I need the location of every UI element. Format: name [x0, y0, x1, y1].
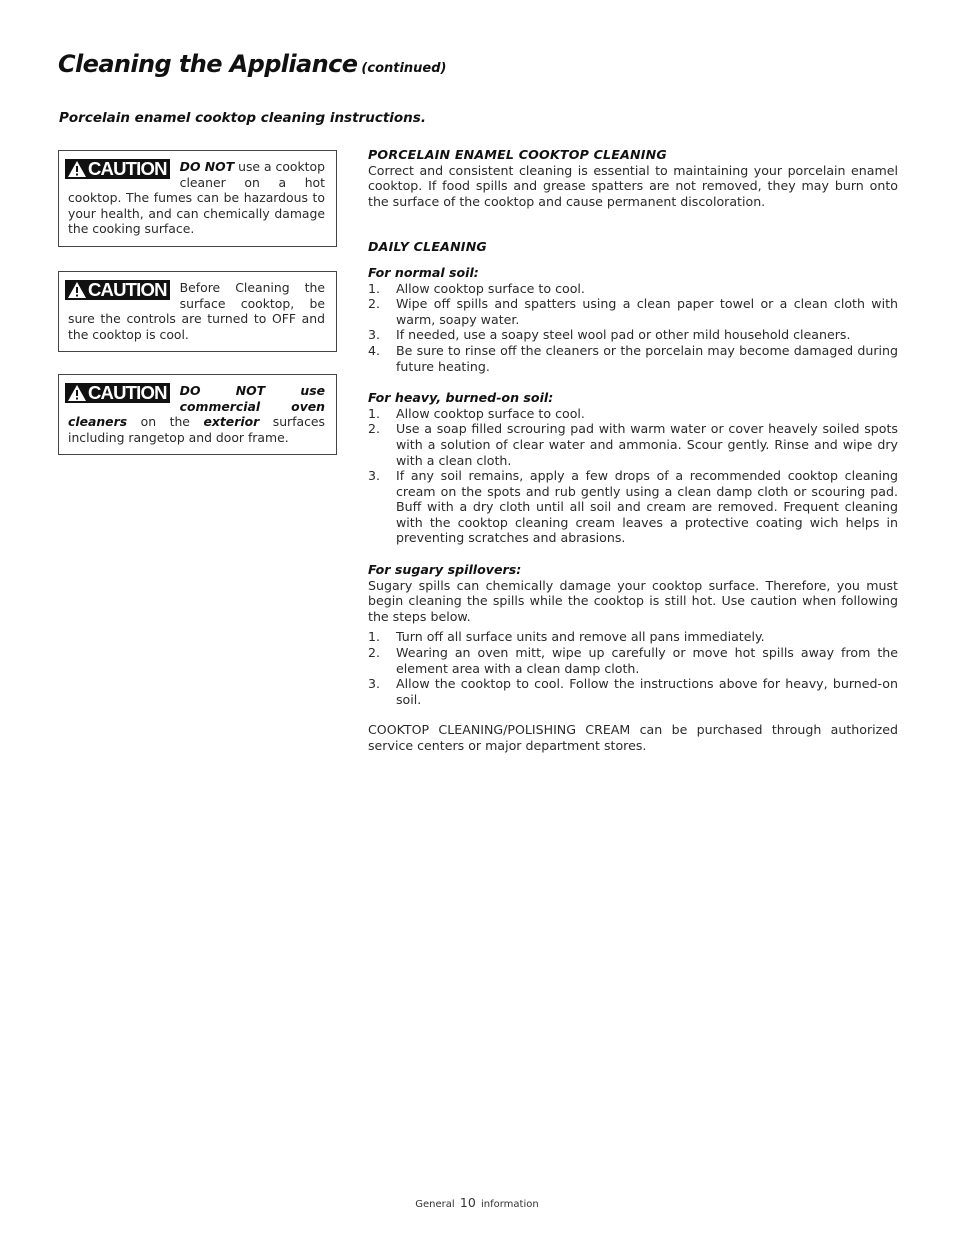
list-item: [368, 281, 898, 297]
list-item: [368, 296, 898, 327]
list-item: [368, 645, 898, 676]
step-number: 3.: [368, 468, 381, 484]
step-text: Allow cooktop surface to cool.: [396, 405, 585, 421]
page-title: [58, 50, 447, 78]
list-item: [368, 676, 898, 707]
list-item: [368, 468, 898, 546]
page-footer: [0, 1195, 954, 1210]
step-text: Turn off all surface units and remove all pans immediately.: [396, 629, 765, 645]
daily-cleaning-heading: DAILY CLEANING: [368, 239, 487, 255]
step-number: 2.: [368, 421, 381, 437]
step-number: 1.: [368, 280, 381, 296]
list-item: [368, 406, 898, 422]
step-number: 1.: [368, 629, 381, 645]
cooktop-cleaning-intro: Correct and consistent cleaning is essential to maintaining your porcelain enamel cooktop. If food spills and grease spatters are not removed, they may burn onto the surface of the cooktop and cause permanent discoloration.: [368, 162, 898, 209]
heavy-soil-heading: For heavy, burned-on soil:: [368, 390, 554, 406]
caution-badge: [65, 159, 170, 179]
footer-left: General: [415, 1199, 455, 1210]
step-text: Allow the cooktop to cool. Follow the instructions above for heavy, burned-on soil.: [396, 676, 898, 707]
caution-box-before-cleaning: [58, 271, 337, 352]
cooktop-cleaning-heading: PORCELAIN ENAMEL COOKTOP CLEANING: [368, 147, 667, 162]
closing-note: COOKTOP CLEANING/POLISHING CREAM can be purchased through authorized service centers or major department stores.: [368, 722, 898, 753]
caution-lead: DO NOT use commercial oven cleaners: [68, 383, 325, 429]
list-item: [368, 629, 898, 645]
warning-triangle-icon: [67, 384, 87, 402]
list-item: [368, 421, 898, 468]
step-text: If needed, use a soapy steel wool pad or other mild household cleaners.: [396, 327, 851, 343]
warning-triangle-icon: [67, 281, 87, 299]
sugary-spillovers-intro: Sugary spills can chemically damage your cooktop surface. Therefore, you must begin cleaning the spills while the cooktop is still hot. Use caution when following the steps below.: [368, 577, 898, 624]
caution-badge-label: CAUTION: [88, 158, 167, 179]
sugary-spillovers-heading: For sugary spillovers:: [368, 562, 522, 578]
page-title-text: Cleaning the Appliance: [58, 50, 358, 78]
step-text: Wearing an oven mitt, wipe up carefully or move hot spills away from the element area with a clean damp cloth.: [396, 645, 898, 676]
sugary-spillovers-steps: [368, 629, 898, 707]
page-number: 10: [459, 1195, 476, 1210]
list-item: [368, 327, 898, 343]
step-text: Wipe off spills and spatters using a clean paper towel or a clean cloth with warm, soapy water.: [396, 296, 898, 327]
caution-text: use a cooktop cleaner on a hot cooktop. The fumes can be hazardous to your health, and can chemically damage the cooking surface.: [68, 159, 325, 236]
step-text: Allow cooktop surface to cool.: [396, 280, 585, 296]
caution-text: Before Cleaning the surface cooktop, be sure the controls are turned to OFF and the cooktop is cool.: [68, 280, 325, 342]
step-text: If any soil remains, apply a few drops of a recommended cooktop cleaning cream on the spots and rub gently using a clean damp cloth or scouring pad. Buff with a dry cloth until all soil and cream are removed. Frequent cleaning with the cooktop cleaning cream leaves a protective coating wich helps in preventing scratches and abrasions.: [396, 468, 898, 546]
caution-badge-label: CAUTION: [88, 382, 167, 403]
step-number: 2.: [368, 296, 381, 312]
step-text: Use a soap filled scrouring pad with warm water or cover heavely soiled spots with a solution of clear water and ammonia. Scour gently. Rinse and wipe dry with a clean cloth.: [396, 421, 898, 468]
normal-soil-steps: [368, 281, 898, 375]
warning-triangle-icon: [67, 160, 87, 178]
step-number: 3.: [368, 327, 381, 343]
caution-box-oven-cleaners: [58, 374, 337, 455]
section-heading: Porcelain enamel cooktop cleaning instructions.: [59, 110, 426, 126]
step-number: 4.: [368, 342, 381, 358]
cleaning-instructions: [368, 147, 898, 754]
caution-emphasis: exterior: [203, 414, 260, 429]
caution-lead: DO NOT: [179, 159, 235, 174]
caution-box-hot-cooktop: [58, 150, 337, 247]
caution-badge-label: CAUTION: [88, 279, 167, 300]
list-item: [368, 343, 898, 374]
step-number: 3.: [368, 676, 381, 692]
heavy-soil-steps: [368, 406, 898, 546]
footer-right: information: [480, 1199, 539, 1210]
continued-label: (continued): [361, 61, 447, 76]
step-number: 1.: [368, 405, 381, 421]
normal-soil-heading: For normal soil:: [368, 264, 479, 280]
caution-mid: on the: [140, 414, 190, 429]
caution-badge: [65, 280, 170, 300]
step-text: Be sure to rinse off the cleaners or the porcelain may become damaged during future heating.: [396, 342, 898, 374]
step-number: 2.: [368, 645, 381, 661]
caution-tail: surfaces including rangetop and door frame.: [68, 414, 325, 445]
caution-badge: [65, 383, 170, 403]
